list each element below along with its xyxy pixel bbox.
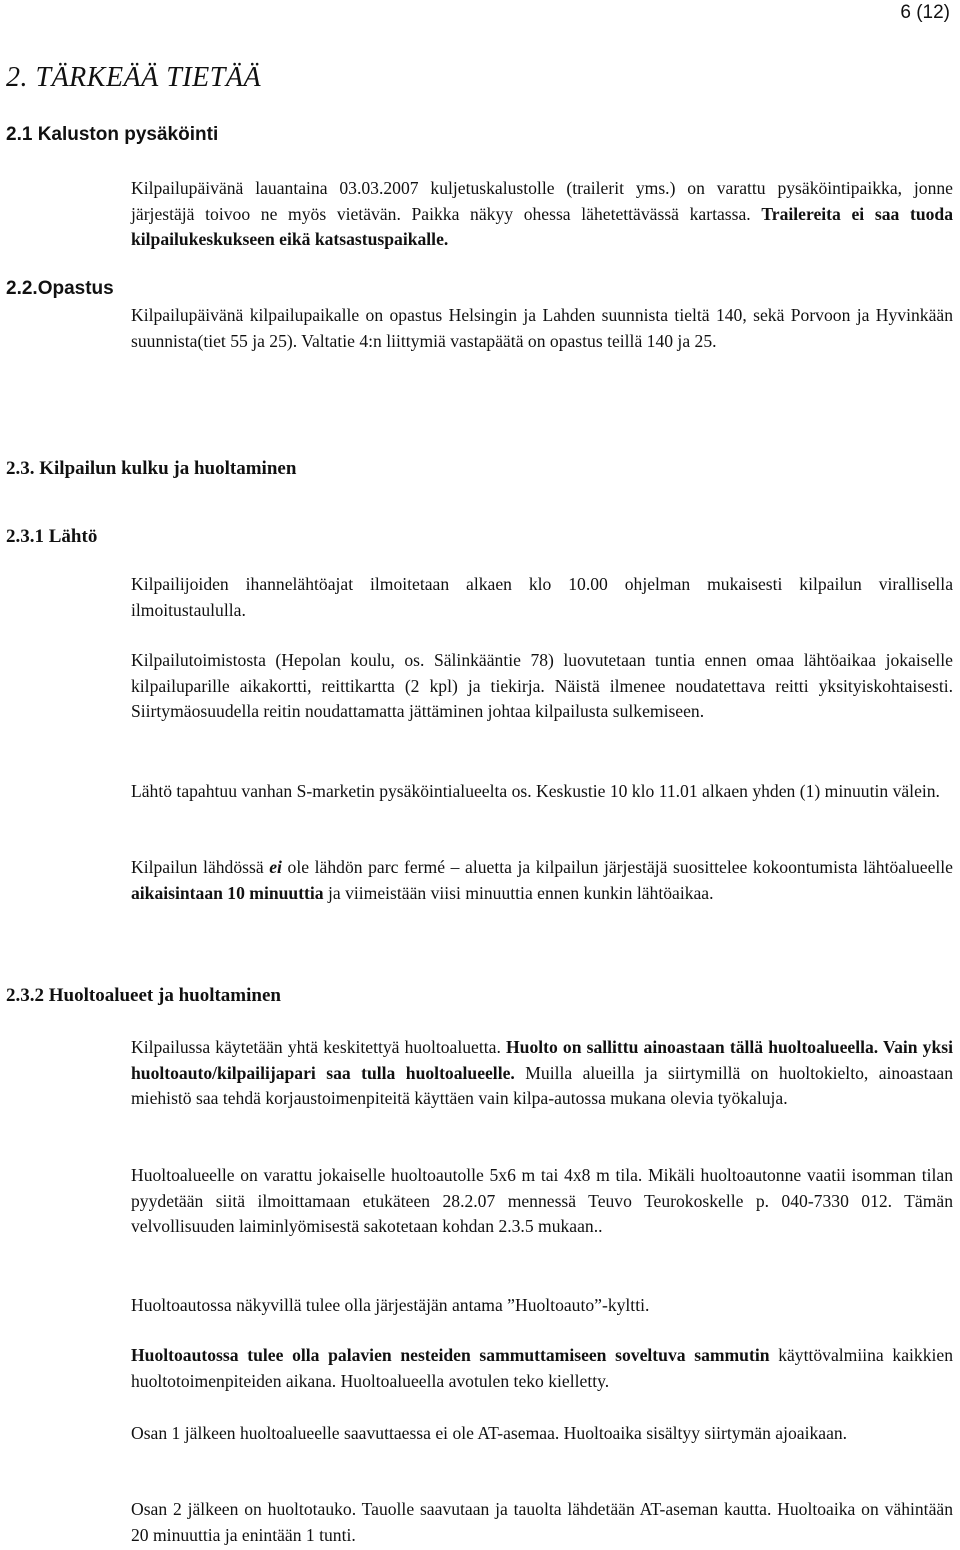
service-paragraph-6: Osan 2 jälkeen on huoltotauko. Tauolle saavutaan ja tauolta lähdetään AT-aseman kautta. Huoltoaika on vähintään 20 minuuttia ja enintään 1 tunti.: [131, 1499, 953, 1545]
start-text-bold: aikaisintaan 10 minuuttia: [131, 882, 324, 903]
start-paragraph-4: [131, 855, 953, 906]
start-text-emph: ei: [269, 857, 282, 877]
section-2-2-heading: 2.2.Opastus: [6, 278, 114, 299]
main-heading: 2. TÄRKEÄÄ TIETÄÄ: [6, 62, 262, 93]
section-2-1-paragraph: [131, 176, 953, 253]
service-text-a: Kilpailussa käytetään yhtä keskitettyä huoltoaluetta.: [131, 1037, 506, 1057]
section-2-3-heading: 2.3. Kilpailun kulku ja huoltaminen: [6, 458, 297, 479]
parking-rule-bold: Trailereita ei saa tuoda kilpailukeskukseen eikä katsastuspaikalle.: [131, 203, 953, 249]
service-paragraph-4: [131, 1343, 953, 1394]
service-paragraph-2: Huoltoalueelle on varattu jokaiselle huoltoautolle 5x6 m tai 4x8 m tila. Mikäli huoltoautonne vaatii isomman tilan pyydetään siitä ilmoittamaan etukäteen 28.2.07 mennessä Teuvo Teurokoskelle p. 040-7330 012. Tämän velvollisuuden laiminlyömisestä sakotetaan kohdan 2.3.5 mukaan..: [131, 1165, 953, 1236]
start-text-a: Kilpailun lähdössä: [131, 857, 270, 877]
parking-text: Kilpailupäivänä lauantaina 03.03.2007 kuljetuskalustolle (trailerit yms.) on varattu pysäköintipaikka, jonne järjestäjä toivoo ne myös vietävän. Paikka näkyy ohessa lähetettävässä kartassa.: [131, 178, 953, 224]
service-text-c: Muilla alueilla ja siirtymillä on huoltokielto, ainoastaan miehistö saa tehdä korjaustoimenpiteitä käyttäen vain kilpa-autossa mukana olevia työkaluja.: [131, 1062, 953, 1108]
section-2-3-1-heading: 2.3.1 Lähtö: [6, 526, 98, 547]
extinguisher-bold: Huoltoautossa tulee olla palavien nesteiden sammuttamiseen soveltuva sammutin: [131, 1345, 770, 1365]
start-text-e: ja viimeistään viisi minuuttia ennen kunkin lähtöaikaa.: [323, 882, 714, 903]
service-paragraph-1: [131, 1035, 953, 1112]
section-2-2-paragraph: Kilpailupäivänä kilpailupaikalle on opastus Helsingin ja Lahden suunnista tieltä 140, sekä Porvoon ja Hyvinkään suunnista(tiet 55 ja 25). Valtatie 4:n liittymiä vastapäätä on opastus teillä 140 ja 25.: [131, 305, 953, 351]
service-paragraph-5: Osan 1 jälkeen huoltoalueelle saavuttaessa ei ole AT-asemaa. Huoltoaika sisältyy siirtymän ajoaikaan.: [131, 1423, 848, 1443]
start-paragraph-1: Kilpailijoiden ihannelähtöajat ilmoitetaan alkaen klo 10.00 ohjelman mukaisesti kilpailun virallisella ilmoitustaululla.: [131, 574, 953, 620]
start-text-c: ole lähdön parc fermé – aluetta ja kilpailun järjestäjä suosittelee kokoontumista lähtöalueelle: [281, 857, 953, 877]
section-2-1-heading: 2.1 Kaluston pysäköinti: [6, 124, 219, 145]
extinguisher-text: käyttövalmiina kaikkien huoltotoimenpiteiden aikana. Huoltoalueella avotulen teko kielletty.: [131, 1345, 953, 1391]
start-paragraph-3: Lähtö tapahtuu vanhan S-marketin pysäköintialueelta os. Keskustie 10 klo 11.01 alkaen yhden (1) minuutin välein.: [131, 781, 940, 801]
service-paragraph-3: Huoltoautossa näkyvillä tulee olla järjestäjän antama ”Huoltoauto”-kyltti.: [131, 1295, 650, 1315]
start-paragraph-2: Kilpailutoimistosta (Hepolan koulu, os. Sälinkääntie 78) luovutetaan tuntia ennen omaa lähtöaikaa jokaiselle kilpailuparille aikakortti, reittikartta (2 kpl) ja tiekirja. Näistä ilmenee noudatettava reitti yksityiskohtaisesti. Siirtymäosuudella reitin noudattamatta jättäminen johtaa kilpailusta sulkemiseen.: [131, 650, 953, 721]
section-2-3-2-heading: 2.3.2 Huoltoalueet ja huoltaminen: [6, 985, 281, 1006]
service-text-bold: Huolto on sallittu ainoastaan tällä huoltoalueella. Vain yksi huoltoauto/kilpailijapari saa tulla huoltoalueelle.: [131, 1037, 953, 1083]
page-number: 6 (12): [900, 2, 950, 23]
